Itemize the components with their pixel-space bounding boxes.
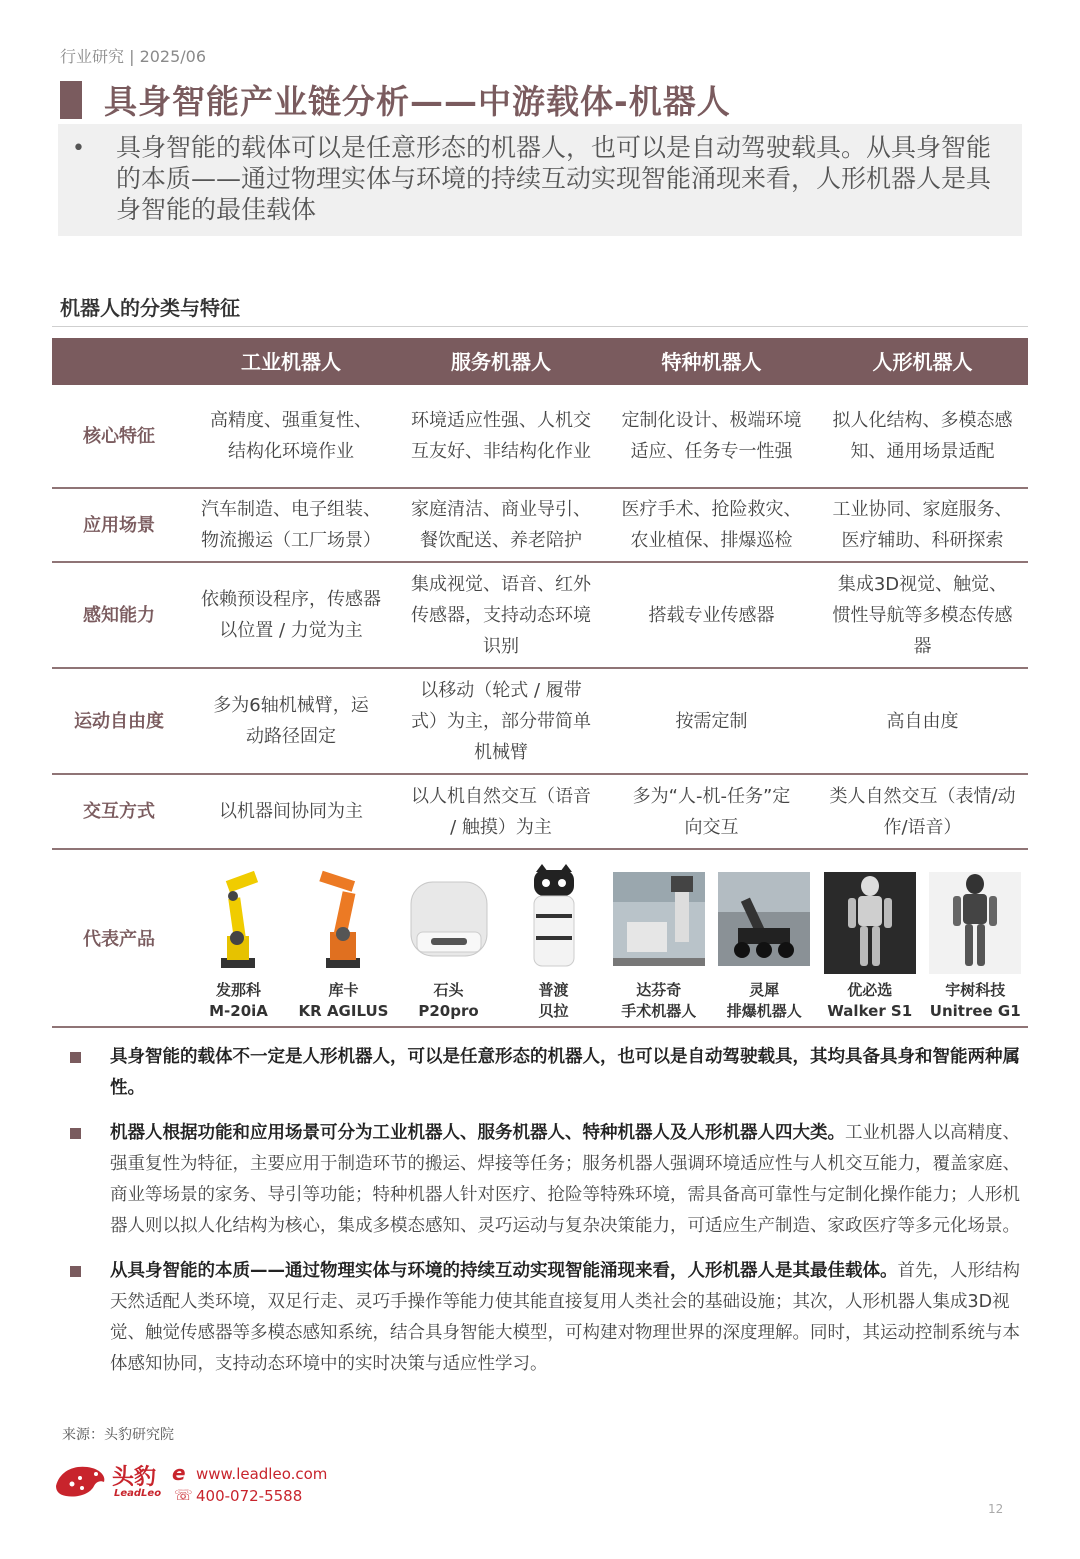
table-cell: 以移动（轮式 / 履带式）为主，部分带简单机械臂 [411, 679, 591, 763]
robot-classification-table [52, 338, 1028, 1028]
table-row [52, 489, 1028, 563]
title-accent-bar [60, 81, 82, 119]
table-header-special: 特种机器人 [661, 350, 762, 374]
special-products [606, 850, 817, 1026]
summary-bullet-icon: • [72, 136, 85, 161]
fanuc-robot-arm-icon [193, 862, 285, 974]
product-name-line2: M-20iA [209, 1002, 268, 1020]
web-icon: e [172, 1461, 186, 1485]
product-name-line1: 宇树科技 [945, 981, 1006, 999]
table-cell: 类人自然交互（表情/动作/语音） [829, 785, 1016, 838]
bullet-text: 工业机器人以高精度、强重复性为特征，主要应用于制造环节的搬运、焊接等任务；服务机器人强调环境适应性与人机交互能力，覆盖家庭、商业等场景的家务、导引等功能；特种机器人针对医疗、抢险等特殊环境，需具备高可靠性与定制化操作能力；人形机器人则以拟人化结构为核心，集成多模态感知、灵巧运动与复杂决策能力，可适应生产制造、家政医疗等多元化场景。 [110, 1123, 1020, 1236]
row-label: 应用场景 [83, 514, 155, 536]
product-ubtech [820, 850, 920, 1022]
table-cell: 以人机自然交互（语音 / 触摸）为主 [411, 785, 591, 838]
table-header-humanoid: 人形机器人 [872, 350, 973, 374]
table-cell: 汽车制造、电子组装、物流搬运（工厂场景） [201, 499, 381, 551]
product-name-line1: 达芬奇 [636, 981, 682, 999]
phone-icon: ☏ [174, 1486, 193, 1504]
products-row [52, 850, 1028, 1028]
humanoid-robot-icon [824, 862, 916, 974]
delivery-robot-icon [508, 862, 600, 974]
table-header-row [52, 338, 1028, 385]
bullet-bold-text: 具身智能的载体不一定是人形机器人，可以是任意形态的机器人，也可以是自动驾驶载具，其均具备具身和智能两种属性。 [110, 1047, 1020, 1098]
cleaning-robot-icon [403, 862, 495, 974]
bullet-list [66, 1042, 1022, 1394]
row-label: 核心特征 [83, 425, 155, 447]
row-label: 代表产品 [83, 929, 155, 950]
phone-number: 400-072-5588 [196, 1487, 303, 1505]
table-cell: 集成3D视觉、触觉、惯性导航等多模态传感器 [832, 573, 1013, 657]
list-item [66, 1118, 1022, 1242]
product-name-line1: 石头 [433, 981, 464, 999]
square-bullet-icon [70, 1052, 81, 1063]
table-cell: 搭载专业传感器 [648, 604, 775, 626]
product-davinci [609, 850, 709, 1022]
industrial-products [186, 850, 396, 1026]
title-row [60, 76, 731, 123]
product-pudu [504, 850, 604, 1022]
table-cell: 高精度、强重复性、结构化环境作业 [210, 410, 372, 462]
table-row [52, 563, 1028, 669]
table-cell: 高自由度 [886, 710, 959, 732]
bullet-bold-text: 机器人根据功能和应用场景可分为工业机器人、服务机器人、特种机器人及人形机器人四大类。 [110, 1123, 845, 1143]
row-label: 感知能力 [83, 604, 155, 626]
table-cell: 医疗手术、抢险救灾、农业植保、排爆巡检 [621, 499, 802, 551]
table-row [52, 385, 1028, 489]
table-cell: 依赖预设程序，传感器以位置 / 力觉为主 [201, 589, 381, 641]
product-roborock [399, 850, 499, 1022]
website-link[interactable]: www.leadleo.com [196, 1465, 328, 1483]
table-cell: 以机器间协同为主 [219, 801, 363, 822]
leopard-logo-icon [52, 1460, 108, 1500]
section-divider [52, 326, 1028, 327]
product-name-line2: KR AGILUS [298, 1002, 389, 1020]
table-cell: 多为6轴机械臂，运动路径固定 [213, 695, 369, 747]
product-name-line2: 贝拉 [538, 1002, 569, 1020]
table-header-industrial: 工业机器人 [241, 350, 341, 374]
section-title: 机器人的分类与特征 [60, 296, 240, 320]
table-row [52, 775, 1028, 850]
product-name-line2: P20pro [418, 1002, 479, 1020]
product-name-line1: 发那科 [215, 981, 261, 999]
product-name-line1: 普渡 [538, 981, 569, 999]
humanoid-robot-icon [929, 862, 1021, 974]
product-lingxi [714, 850, 814, 1022]
row-label: 交互方式 [83, 801, 155, 822]
table-cell: 按需定制 [675, 710, 748, 732]
product-name-line2: Walker S1 [827, 1002, 913, 1020]
table-cell: 定制化设计、极端环境适应、任务专一性强 [621, 410, 802, 462]
table-cell: 拟人化结构、多模态感知、通用场景适配 [832, 410, 1013, 462]
humanoid-products [817, 850, 1028, 1026]
product-name-line1: 库卡 [328, 981, 359, 999]
bullet-text: 首先，人形结构天然适配人类环境，双足行走、灵巧手操作等能力使其能直接复用人类社会的基础设施；其次，人形机器人集成3D视觉、触觉传感器等多模态感知系统，结合具身智能大模型，可构建对物理世界的深度理解。同时，其运动控制系统与本体感知协同，支持动态环境中的实时决策与适应性学习。 [110, 1261, 1020, 1374]
product-kuka [294, 850, 394, 1022]
square-bullet-icon [70, 1128, 81, 1139]
kuka-robot-arm-icon [298, 862, 390, 974]
row-label: 运动自由度 [74, 710, 164, 732]
bomb-disposal-robot-icon [718, 862, 810, 974]
table-row [52, 669, 1028, 775]
surgical-robot-icon [613, 862, 705, 974]
source-note: 来源：头豹研究院 [62, 1427, 174, 1443]
product-name-line2: Unitree G1 [929, 1002, 1021, 1020]
header-tag: 行业研究 | 2025/06 [60, 47, 207, 66]
product-name-line1: 灵犀 [749, 981, 780, 999]
square-bullet-icon [70, 1266, 81, 1277]
service-products [396, 850, 606, 1026]
summary-text: 具身智能的载体可以是任意形态的机器人，也可以是自动驾驶载具。从具身智能的本质——通过物理实体与环境的持续互动实现智能涌现来看，人形机器人是具身智能的最佳载体 [116, 133, 992, 224]
table-cell: 多为“人-机-任务”定向交互 [632, 785, 791, 838]
product-name-line2: 手术机器人 [621, 1002, 697, 1020]
page-title: 具身智能产业链分析——中游载体-机器人 [104, 82, 731, 121]
table-cell: 环境适应性强、人机交互友好、非结构化作业 [411, 410, 591, 462]
table-header-service: 服务机器人 [451, 350, 551, 374]
summary-box [58, 124, 1022, 236]
list-item [66, 1256, 1022, 1380]
product-name-line1: 优必选 [847, 981, 893, 999]
table-cell: 家庭清洁、商业导引、餐饮配送、养老陪护 [411, 499, 591, 551]
product-name-line2: 排爆机器人 [726, 1002, 802, 1020]
page-number: 12 [988, 1502, 1004, 1516]
product-unitree [925, 850, 1025, 1022]
table-cell: 工业协同、家庭服务、医疗辅助、科研探索 [832, 499, 1013, 551]
table-header-corner [52, 338, 186, 383]
bullet-bold-text: 从具身智能的本质——通过物理实体与环境的持续互动实现智能涌现来看，人形机器人是其最佳载体。 [110, 1261, 898, 1281]
brand-name-en: LeadLeo [114, 1488, 162, 1499]
brand-name-cn: 头豹 [112, 1465, 157, 1490]
product-fanuc [189, 850, 289, 1022]
table-cell: 集成视觉、语音、红外传感器，支持动态环境识别 [411, 573, 591, 657]
list-item [66, 1042, 1022, 1104]
